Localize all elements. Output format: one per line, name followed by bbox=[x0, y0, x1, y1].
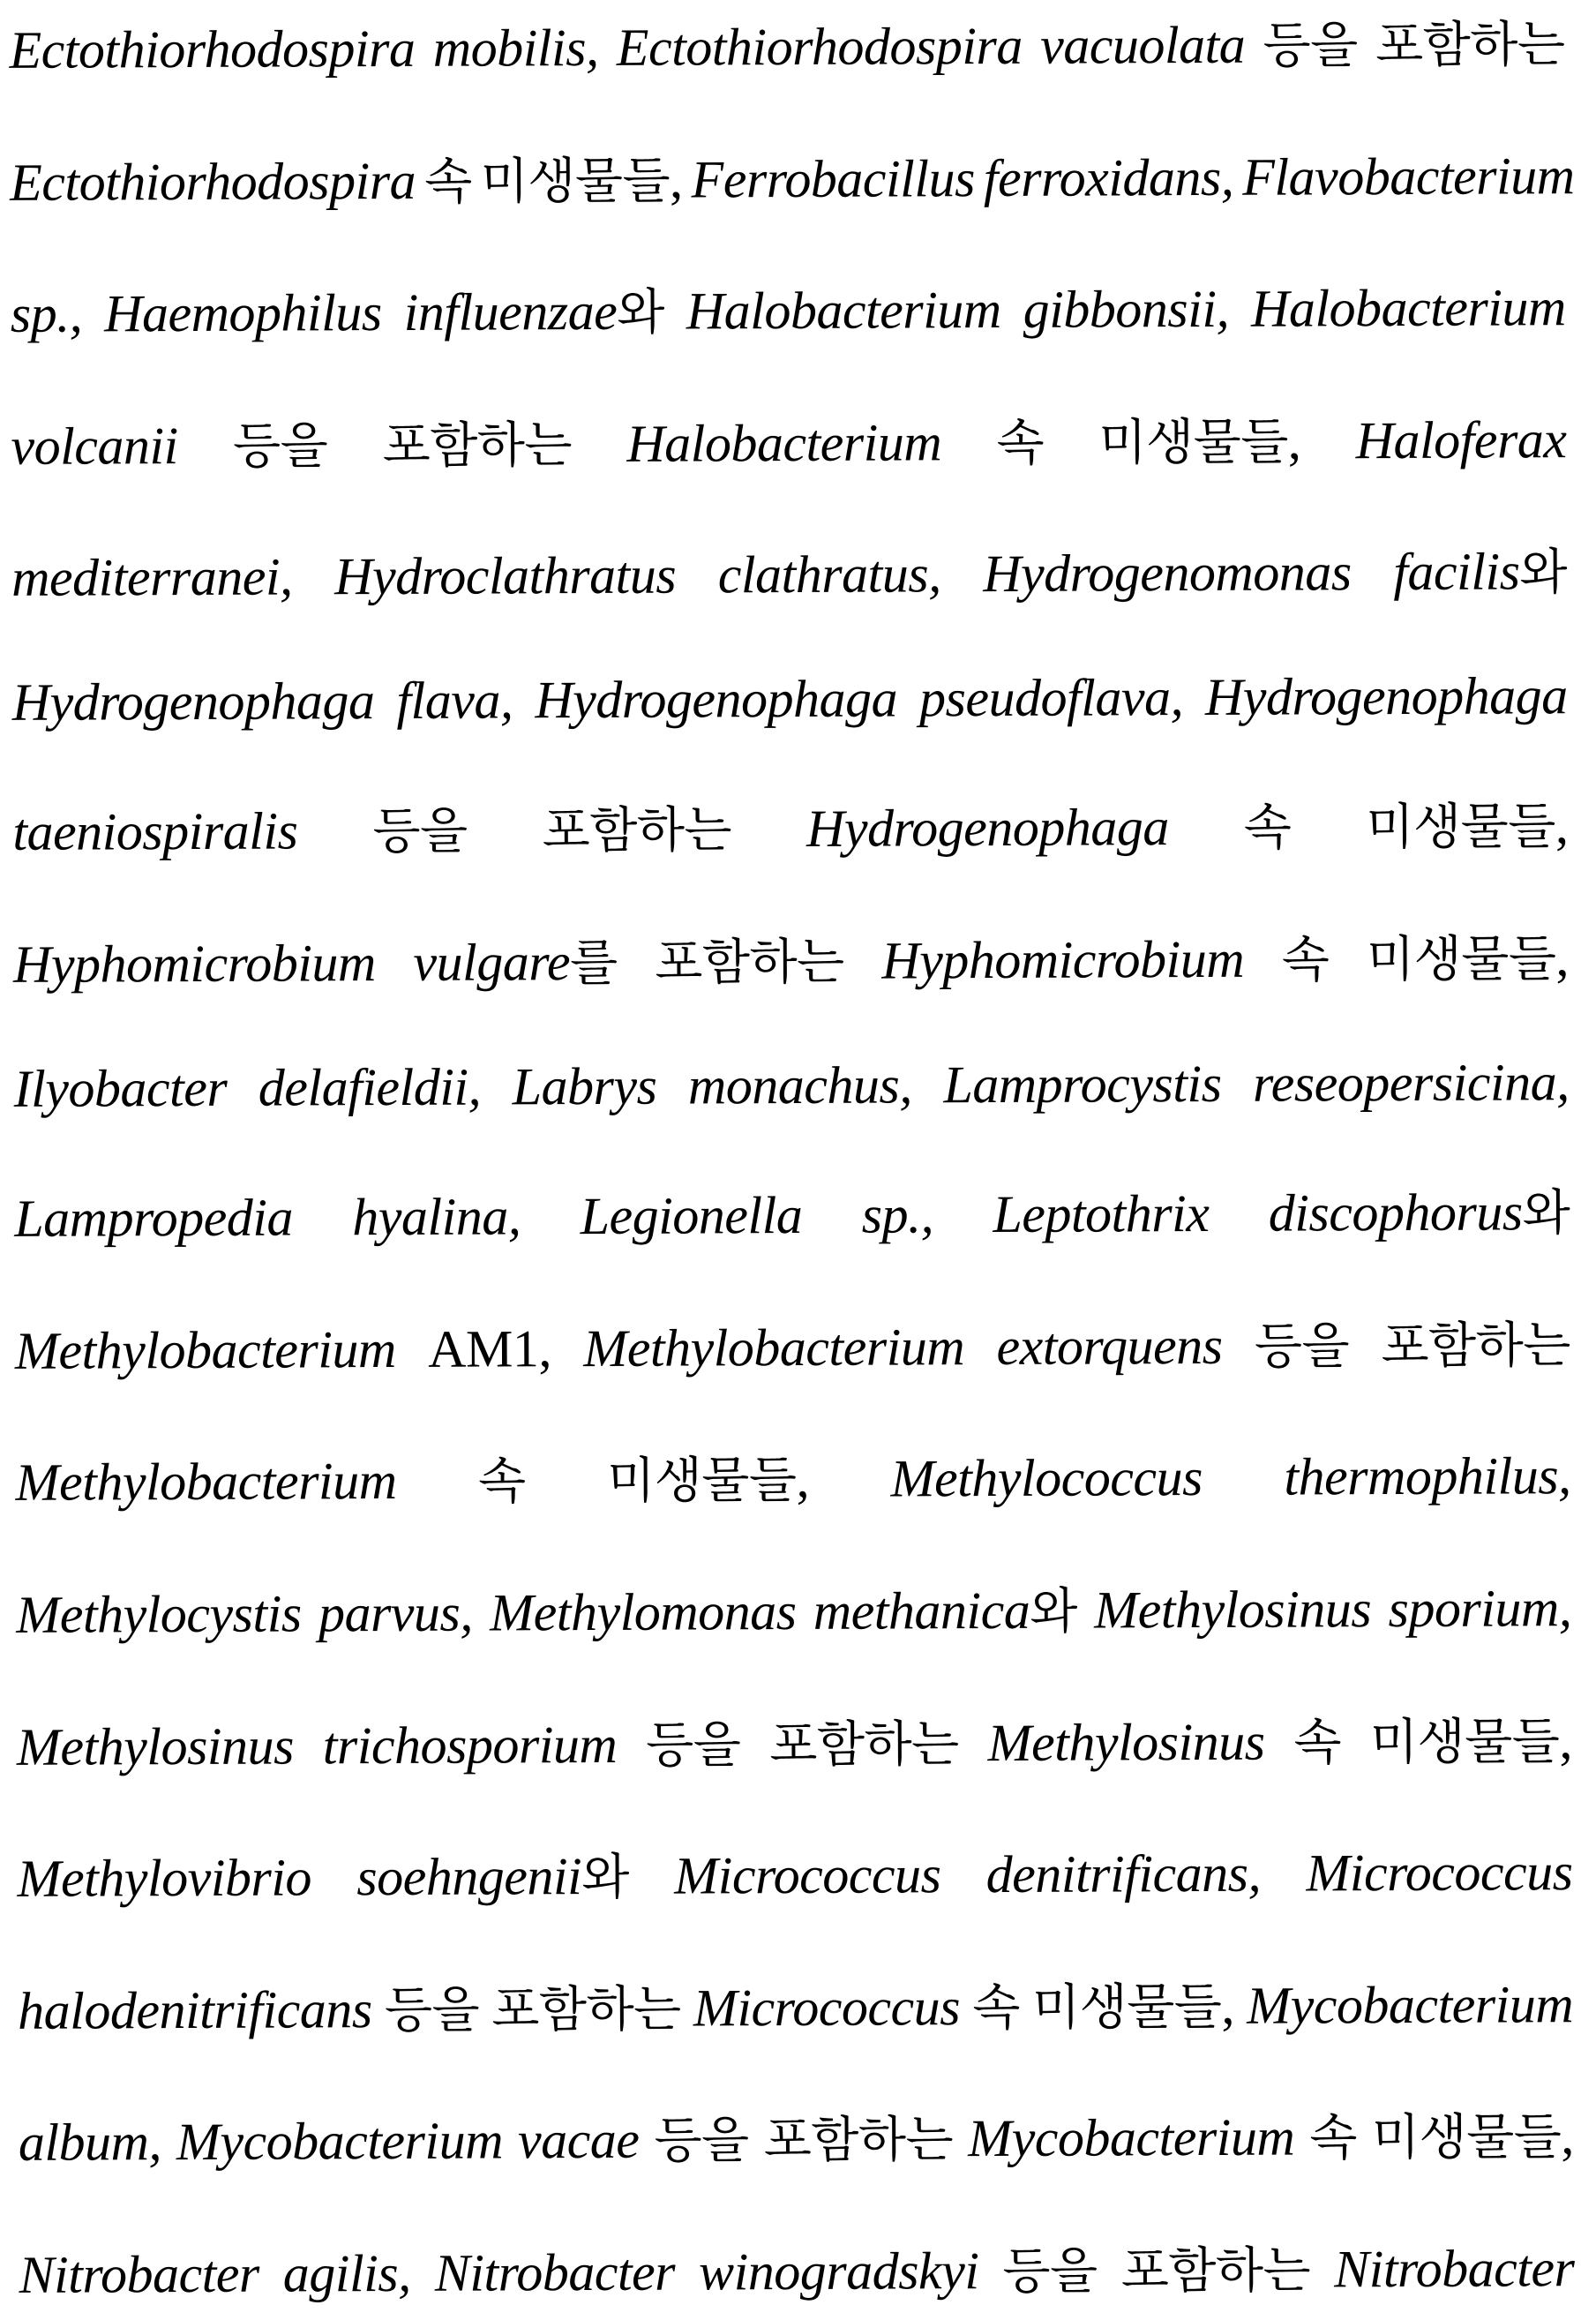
text-line bbox=[9, 5, 1564, 83]
latin-text-run: Hyphomicrobium bbox=[881, 929, 1245, 990]
latin-text-run: Mycobacterium bbox=[1247, 1974, 1574, 2035]
latin-text-run: Hydrogenophaga bbox=[535, 669, 898, 730]
word bbox=[15, 1451, 396, 1513]
word bbox=[983, 543, 1352, 605]
word bbox=[764, 2100, 954, 2172]
latin-text-run: Micrococcus bbox=[693, 1977, 961, 2038]
word bbox=[813, 1573, 1077, 1644]
latin-text-run: hyalina, bbox=[352, 1187, 521, 1247]
latin-text-run: vacae bbox=[517, 2111, 640, 2170]
korean-text-run: 와 bbox=[1519, 545, 1568, 601]
korean-text-run: 속 bbox=[1243, 801, 1292, 857]
word bbox=[104, 282, 382, 344]
latin-text-run: thermophilus, bbox=[1284, 1446, 1571, 1506]
latin-text-run: reseopersicina, bbox=[1252, 1052, 1570, 1113]
word bbox=[1393, 534, 1567, 605]
word bbox=[699, 2241, 979, 2302]
word bbox=[481, 141, 683, 213]
korean-text-run: 등을 bbox=[1263, 19, 1358, 74]
latin-text-run: Hydrogenomonas bbox=[983, 543, 1352, 604]
latin-text-run: Flavobacterium bbox=[1242, 146, 1575, 206]
word bbox=[478, 1443, 526, 1513]
word bbox=[1375, 5, 1565, 77]
text-line bbox=[13, 920, 1569, 997]
text-line bbox=[19, 2098, 1574, 2175]
korean-text-run: 속 bbox=[996, 416, 1045, 471]
word bbox=[1253, 1052, 1570, 1115]
latin-text-run: mediterranei, bbox=[11, 547, 293, 608]
latin-text-run: Ectothiorhodospira bbox=[9, 19, 416, 79]
latin-text-run: facilis bbox=[1393, 542, 1520, 602]
word bbox=[491, 1970, 681, 2041]
word bbox=[435, 2241, 676, 2303]
latin-text-run: , bbox=[1559, 1710, 1572, 1769]
word bbox=[535, 668, 897, 731]
korean-text-run: 포함하는 bbox=[769, 1716, 959, 1773]
text-line bbox=[11, 402, 1566, 479]
word bbox=[334, 545, 676, 608]
korean-text-run: 등을 bbox=[232, 419, 328, 475]
word bbox=[1255, 1307, 1350, 1378]
word bbox=[1309, 2099, 1357, 2169]
latin-text-run: Hydroclathratus bbox=[334, 545, 677, 606]
word bbox=[1121, 2231, 1311, 2302]
latin-text-run: vacuolata bbox=[1039, 15, 1246, 75]
latin-text-run: Halobacterium bbox=[626, 413, 942, 473]
korean-text-run: 미생물들 bbox=[1098, 415, 1288, 471]
latin-text-run: album, bbox=[18, 2113, 162, 2173]
word bbox=[12, 671, 375, 733]
korean-text-run: 속 bbox=[423, 154, 472, 210]
word bbox=[626, 412, 941, 475]
word bbox=[1023, 279, 1230, 341]
text-line bbox=[11, 269, 1566, 347]
latin-text-run: ferroxidans, bbox=[983, 147, 1234, 207]
latin-text-run: parvus, bbox=[318, 1583, 473, 1643]
korean-text-run: 포함하는 bbox=[491, 1982, 681, 2038]
text-line bbox=[18, 1966, 1573, 2044]
latin-text-run: Mycobacterium bbox=[968, 2107, 1295, 2168]
word bbox=[16, 1583, 302, 1645]
korean-text-run: 미생물들 bbox=[1366, 932, 1556, 988]
korean-text-run: 등을 bbox=[1002, 2244, 1098, 2300]
word bbox=[372, 792, 468, 863]
word bbox=[283, 2243, 411, 2305]
word bbox=[1381, 1306, 1570, 1378]
korean-text-run: 포함하는 bbox=[542, 803, 732, 860]
word bbox=[1040, 15, 1245, 77]
korean-text-run: 포함하는 bbox=[763, 2113, 954, 2169]
word bbox=[233, 407, 328, 477]
latin-text-run: soehngenii bbox=[356, 1847, 582, 1907]
word bbox=[19, 2244, 259, 2306]
word bbox=[413, 924, 618, 995]
word bbox=[996, 404, 1044, 475]
latin-text-run: , bbox=[669, 150, 683, 209]
word bbox=[1032, 1968, 1234, 2039]
word bbox=[769, 1705, 959, 1776]
word bbox=[691, 148, 975, 210]
word bbox=[862, 1185, 934, 1246]
korean-text-run: 미생물들 bbox=[1366, 800, 1556, 856]
word bbox=[385, 1971, 480, 2041]
word bbox=[1334, 2238, 1575, 2300]
word bbox=[9, 19, 415, 81]
latin-text-run: Methylococcus bbox=[890, 1448, 1203, 1508]
latin-text-run: halodenitrificans bbox=[18, 1979, 372, 2040]
text-line bbox=[17, 1702, 1572, 1780]
latin-text-run: extorquens bbox=[996, 1316, 1223, 1376]
latin-text-run: Mycobacterium bbox=[176, 2111, 504, 2172]
word bbox=[176, 2111, 503, 2174]
word bbox=[428, 1318, 551, 1380]
latin-text-run: Lampropedia bbox=[14, 1188, 294, 1249]
latin-text-run: denitrificans, bbox=[985, 1843, 1262, 1904]
word bbox=[1293, 1703, 1341, 1774]
korean-text-run: 속 bbox=[1309, 2111, 1358, 2166]
word bbox=[806, 798, 1169, 860]
latin-text-run: Ferrobacillus bbox=[691, 148, 975, 209]
latin-text-run: Hyphomicrobium bbox=[12, 934, 376, 994]
latin-text-run: influenzae bbox=[403, 282, 618, 342]
korean-text-run: 포함하는 bbox=[655, 935, 844, 991]
korean-text-run: 속 bbox=[1281, 933, 1330, 988]
word bbox=[1366, 788, 1568, 860]
text-line bbox=[14, 1174, 1570, 1251]
latin-text-run: sp., bbox=[10, 284, 83, 344]
word bbox=[403, 274, 664, 345]
word bbox=[1094, 1579, 1371, 1641]
word bbox=[617, 16, 1023, 79]
korean-text-run: 미생물들 bbox=[1369, 1714, 1560, 1770]
korean-text-run: 와 bbox=[1522, 1186, 1570, 1242]
word bbox=[607, 1441, 809, 1513]
text-line bbox=[15, 1306, 1570, 1384]
word bbox=[11, 416, 178, 477]
word bbox=[17, 1848, 311, 1910]
word bbox=[1247, 1974, 1573, 2037]
korean-text-run: 미생물들 bbox=[607, 1453, 797, 1510]
latin-text-run: , bbox=[796, 1450, 810, 1509]
word bbox=[19, 2112, 161, 2174]
text-line bbox=[12, 665, 1568, 733]
text-line bbox=[11, 534, 1567, 612]
word bbox=[943, 1054, 1221, 1115]
korean-text-run: 속 bbox=[972, 1980, 1020, 2036]
word bbox=[919, 667, 1183, 729]
word bbox=[14, 1188, 293, 1250]
latin-text-run: Methylobacterium bbox=[15, 1452, 397, 1513]
latin-text-run: Halobacterium bbox=[1250, 278, 1566, 338]
korean-text-run: 미생물들 bbox=[1371, 2110, 1562, 2166]
latin-text-run: taeniospiralis bbox=[12, 801, 298, 862]
word bbox=[984, 146, 1234, 208]
word bbox=[1251, 277, 1566, 340]
word bbox=[15, 1319, 396, 1382]
word bbox=[1372, 2098, 1574, 2169]
latin-text-run: Methylovibrio bbox=[17, 1848, 312, 1908]
word bbox=[1269, 1174, 1570, 1245]
word bbox=[686, 280, 1001, 342]
text-line bbox=[10, 138, 1575, 215]
word bbox=[993, 1183, 1209, 1245]
korean-text-run: 포함하는 bbox=[1120, 2243, 1311, 2300]
korean-text-run: 등을 bbox=[646, 1717, 741, 1774]
word bbox=[654, 2102, 749, 2173]
latin-text-run: Nitrobacter bbox=[19, 2244, 259, 2304]
word bbox=[693, 1977, 960, 2038]
latin-text-run: sporium, bbox=[1388, 1579, 1572, 1639]
latin-text-run: , bbox=[1561, 2106, 1574, 2166]
word bbox=[518, 2110, 640, 2172]
word bbox=[542, 792, 731, 863]
latin-text-run: , bbox=[1555, 796, 1569, 855]
latin-text-run: pseudoflava, bbox=[918, 667, 1184, 728]
word bbox=[318, 1583, 473, 1645]
text-line bbox=[15, 1438, 1570, 1516]
latin-text-run: Lamprocystis bbox=[943, 1054, 1222, 1114]
word bbox=[1263, 6, 1358, 77]
word bbox=[986, 1843, 1262, 1905]
latin-text-run: Methylobacterium bbox=[14, 1319, 396, 1380]
latin-text-run: Ectothiorhodospira bbox=[616, 16, 1023, 77]
text-line bbox=[19, 2230, 1574, 2308]
korean-text-run: 등을 bbox=[384, 1983, 480, 2038]
korean-text-run: 와 bbox=[1030, 1584, 1078, 1640]
korean-text-run: 포함하는 bbox=[1375, 18, 1565, 74]
latin-text-run: Hydrogenophaga bbox=[11, 671, 375, 732]
word bbox=[718, 544, 941, 606]
word bbox=[1242, 146, 1575, 208]
word bbox=[18, 1979, 372, 2042]
korean-text-run: 미생물들 bbox=[1031, 1979, 1222, 2036]
word bbox=[688, 1055, 912, 1116]
word bbox=[881, 929, 1244, 992]
latin-text-run: mobilis, bbox=[432, 18, 599, 78]
latin-text-run: vulgare bbox=[413, 933, 571, 992]
word bbox=[513, 1055, 657, 1117]
latin-text-run: Methylosinus bbox=[987, 1712, 1265, 1772]
latin-text-run: gibbonsii, bbox=[1023, 280, 1230, 340]
word bbox=[396, 670, 513, 732]
latin-text-run: Methylobacterium bbox=[583, 1317, 965, 1378]
word bbox=[996, 1316, 1222, 1378]
text-line bbox=[17, 1834, 1572, 1911]
latin-text-run: monachus, bbox=[687, 1055, 912, 1115]
word bbox=[1306, 1842, 1572, 1903]
text-line bbox=[16, 1570, 1571, 1648]
latin-text-run: Legionella bbox=[580, 1186, 803, 1246]
latin-text-run: Methylomonas bbox=[490, 1581, 797, 1642]
korean-text-run: 포함하는 bbox=[382, 417, 573, 474]
latin-text-run: Methylosinus bbox=[16, 1716, 294, 1776]
word bbox=[1367, 920, 1569, 991]
latin-text-run: , bbox=[1555, 928, 1570, 987]
latin-text-run: AM1, bbox=[428, 1319, 552, 1378]
korean-text-run: 속 bbox=[477, 1454, 526, 1510]
word bbox=[1002, 2232, 1098, 2302]
latin-text-run: volcanii bbox=[11, 416, 178, 476]
korean-text-run: 속 bbox=[1293, 1715, 1342, 1771]
word bbox=[433, 18, 599, 79]
word bbox=[1244, 789, 1292, 860]
word bbox=[972, 1969, 1020, 2039]
latin-text-run: , bbox=[1221, 1976, 1235, 2035]
korean-text-run: 등을 bbox=[654, 2114, 749, 2169]
word bbox=[12, 801, 297, 863]
korean-text-run: 등을 bbox=[1254, 1319, 1350, 1375]
latin-text-run: , bbox=[1287, 411, 1301, 470]
word bbox=[968, 2107, 1294, 2170]
latin-text-run: Micrococcus bbox=[674, 1845, 941, 1905]
latin-text-run: discophorus bbox=[1268, 1183, 1523, 1243]
latin-text-run: Methylosinus bbox=[1094, 1580, 1372, 1640]
word bbox=[11, 284, 83, 345]
word bbox=[323, 1714, 618, 1776]
latin-text-run: Haemophilus bbox=[104, 283, 382, 343]
latin-text-run: Halobacterium bbox=[686, 281, 1001, 341]
latin-text-run: clathratus, bbox=[717, 544, 941, 604]
word bbox=[11, 547, 293, 609]
korean-text-run: 미생물들 bbox=[480, 154, 671, 210]
word bbox=[1370, 1702, 1572, 1774]
text-line bbox=[13, 1052, 1569, 1120]
word bbox=[1098, 402, 1300, 474]
word bbox=[583, 1317, 964, 1379]
latin-text-run: Nitrobacter bbox=[1334, 2239, 1575, 2299]
latin-text-run: Hydrogenophaga bbox=[805, 798, 1169, 859]
word bbox=[1388, 1578, 1571, 1640]
word bbox=[10, 150, 416, 213]
latin-text-run: winogradskyi bbox=[698, 2241, 979, 2301]
word bbox=[1284, 1446, 1570, 1508]
latin-text-run: Ectothiorhodospira bbox=[10, 151, 416, 212]
latin-text-run: Hydrogenophaga bbox=[1204, 666, 1568, 726]
text-line bbox=[12, 788, 1568, 866]
latin-text-run: methanica bbox=[813, 1580, 1030, 1641]
word bbox=[490, 1581, 797, 1644]
latin-text-run: Haloferax bbox=[1355, 409, 1567, 469]
latin-text-run: sp., bbox=[861, 1185, 934, 1244]
latin-text-run: agilis, bbox=[282, 2243, 411, 2303]
word bbox=[674, 1844, 940, 1906]
word bbox=[13, 933, 376, 995]
word bbox=[580, 1185, 802, 1247]
korean-text-run: 등을 bbox=[372, 805, 468, 860]
word bbox=[1356, 409, 1567, 471]
latin-text-run: Leptothrix bbox=[993, 1184, 1210, 1244]
latin-text-run: Labrys bbox=[512, 1056, 657, 1116]
word bbox=[655, 923, 844, 995]
word bbox=[356, 1838, 629, 1910]
korean-text-run: 를 bbox=[569, 935, 618, 992]
word bbox=[424, 142, 472, 213]
latin-text-run: delafieldii, bbox=[258, 1057, 482, 1117]
latin-text-run: Nitrobacter bbox=[434, 2242, 676, 2302]
word bbox=[987, 1711, 1264, 1773]
latin-text-run: Methylocystis bbox=[16, 1584, 302, 1644]
word bbox=[352, 1187, 521, 1249]
word bbox=[1205, 665, 1568, 728]
latin-text-run: Ilyobacter bbox=[13, 1058, 228, 1118]
latin-text-run: Micrococcus bbox=[1306, 1843, 1573, 1903]
korean-text-run: 와 bbox=[581, 1850, 630, 1906]
word bbox=[1282, 920, 1330, 991]
latin-text-run: trichosporium bbox=[322, 1715, 618, 1775]
word bbox=[646, 1706, 741, 1776]
korean-text-run: 포함하는 bbox=[1381, 1318, 1571, 1374]
word bbox=[259, 1056, 482, 1118]
korean-text-run: 와 bbox=[617, 285, 665, 342]
word bbox=[13, 1057, 227, 1119]
word bbox=[17, 1716, 294, 1777]
word bbox=[890, 1447, 1203, 1510]
word bbox=[382, 406, 572, 477]
latin-text-run: flava, bbox=[396, 671, 513, 730]
